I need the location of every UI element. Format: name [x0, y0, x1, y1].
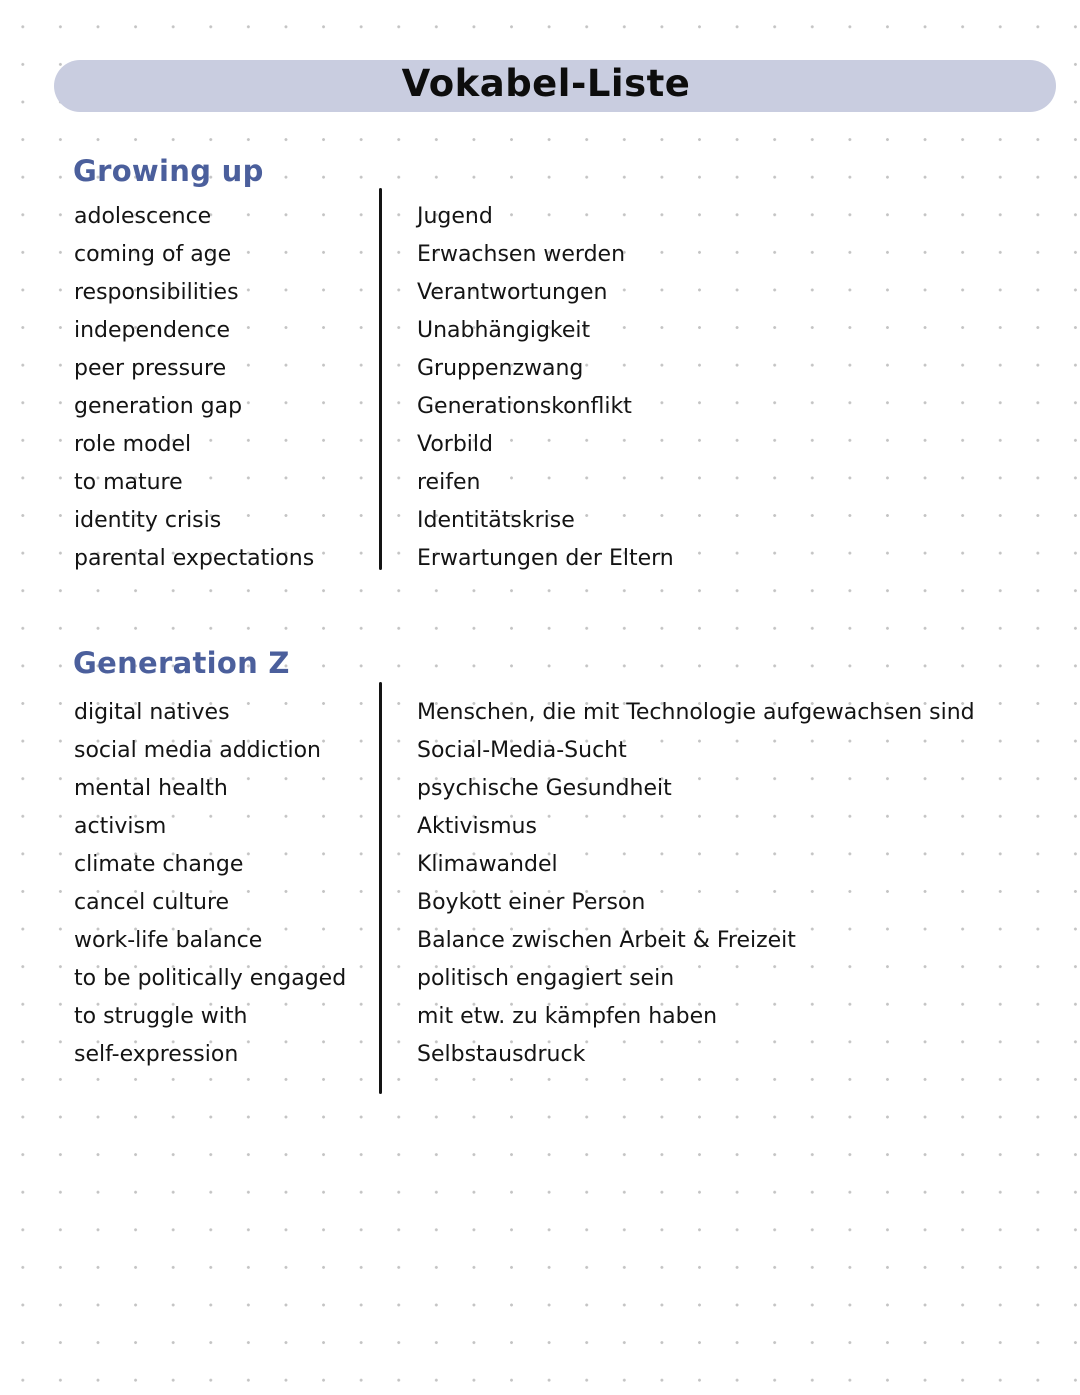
- english-term: peer pressure: [74, 356, 227, 381]
- german-translation: reifen: [417, 470, 481, 495]
- german-translation: mit etw. zu kämpfen haben: [417, 1004, 718, 1029]
- vocab-row: [0, 540, 1080, 578]
- german-translation: Boykott einer Person: [417, 890, 646, 915]
- german-translation: Aktivismus: [417, 814, 537, 839]
- german-translation: Selbstausdruck: [417, 1042, 586, 1067]
- vocab-row: [0, 808, 1080, 846]
- german-translation: Unabhängigkeit: [417, 318, 591, 343]
- vocab-row: [0, 884, 1080, 922]
- english-term: mental health: [74, 776, 228, 801]
- english-term: coming of age: [74, 242, 232, 267]
- vocab-row: [0, 388, 1080, 426]
- english-term: responsibilities: [74, 280, 239, 305]
- german-translation: Social-Media-Sucht: [417, 738, 627, 763]
- vocab-row: [0, 464, 1080, 502]
- english-term: digital natives: [74, 700, 230, 725]
- vocab-row: [0, 198, 1080, 236]
- vocab-row: [0, 236, 1080, 274]
- german-translation: Klimawandel: [417, 852, 558, 877]
- german-translation: Gruppenzwang: [417, 356, 584, 381]
- english-term: cancel culture: [74, 890, 230, 915]
- vocab-row: [0, 770, 1080, 808]
- vocab-row: [0, 998, 1080, 1036]
- german-translation: Verantwortungen: [417, 280, 608, 305]
- section-heading: Generation Z: [73, 646, 290, 680]
- vocab-row: [0, 922, 1080, 960]
- english-term: climate change: [74, 852, 244, 877]
- vocab-row: [0, 694, 1080, 732]
- vocab-row: [0, 502, 1080, 540]
- english-term: generation gap: [74, 394, 243, 419]
- vocab-row: [0, 1036, 1080, 1074]
- vocab-row: [0, 426, 1080, 464]
- english-term: adolescence: [74, 204, 212, 229]
- vocab-row: [0, 350, 1080, 388]
- german-translation: Generationskonflikt: [417, 394, 632, 419]
- english-term: to struggle with: [74, 1004, 248, 1029]
- vocab-list: [0, 694, 1080, 1074]
- english-term: to be politically engaged: [74, 966, 347, 991]
- german-translation: Vorbild: [417, 432, 494, 457]
- english-term: work-life balance: [74, 928, 263, 953]
- english-term: to mature: [74, 470, 183, 495]
- german-translation: Erwachsen werden: [417, 242, 626, 267]
- english-term: parental expectations: [74, 546, 315, 571]
- german-translation: Identitätskrise: [417, 508, 575, 533]
- english-term: social media addiction: [74, 738, 321, 763]
- vocab-row: [0, 732, 1080, 770]
- german-translation: Balance zwischen Arbeit & Freizeit: [417, 928, 796, 953]
- vocab-list: [0, 198, 1080, 578]
- vocab-row: [0, 846, 1080, 884]
- german-translation: politisch engagiert sein: [417, 966, 675, 991]
- vocab-row: [0, 960, 1080, 998]
- vocab-row: [0, 274, 1080, 312]
- english-term: identity crisis: [74, 508, 222, 533]
- german-translation: Menschen, die mit Technologie aufgewachsen sind: [417, 700, 975, 725]
- vocab-row: [0, 312, 1080, 350]
- page-title: Vokabel-Liste: [401, 62, 691, 105]
- german-translation: psychische Gesundheit: [417, 776, 672, 801]
- english-term: independence: [74, 318, 231, 343]
- german-translation: Jugend: [417, 204, 493, 229]
- english-term: activism: [74, 814, 167, 839]
- section-heading: Growing up: [73, 154, 264, 188]
- german-translation: Erwartungen der Eltern: [417, 546, 674, 571]
- english-term: role model: [74, 432, 192, 457]
- english-term: self-expression: [74, 1042, 239, 1067]
